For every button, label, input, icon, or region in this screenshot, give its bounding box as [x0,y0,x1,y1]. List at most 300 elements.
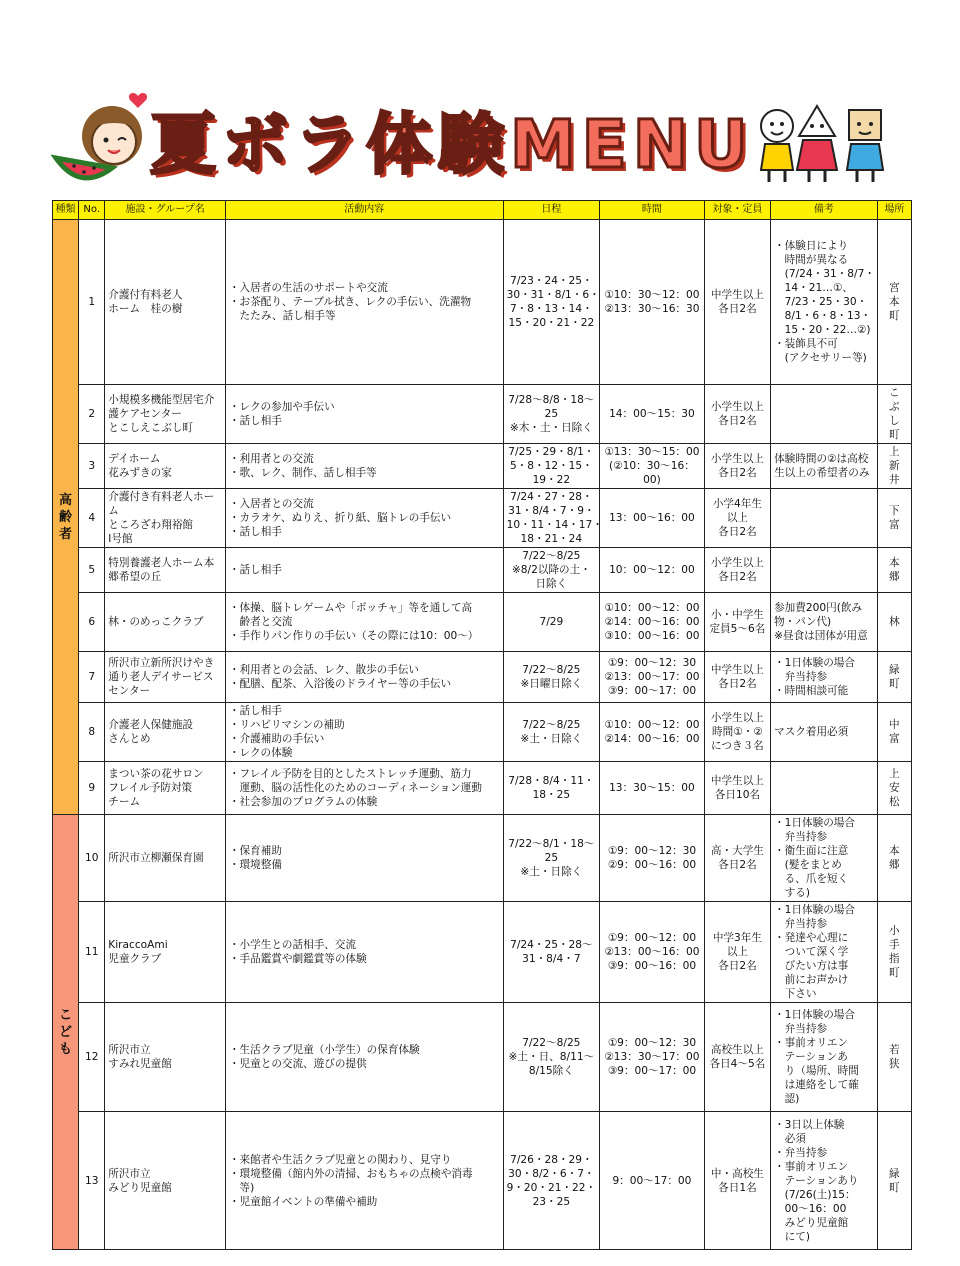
facility-name-line: 介護付き有料老人ホー [108,491,215,503]
time-slots-line: ①9：00～12：30 [607,657,697,669]
notes [771,548,878,593]
time-slots-line: 9：00～17：00 [612,1174,692,1187]
schedule-dates [503,1112,600,1250]
facility-name-line: ム [108,505,119,517]
notes [771,220,878,385]
facility-name [105,489,226,548]
schedule-dates-line: 5・8・12・15・ [509,460,593,472]
activity-content [225,220,503,385]
notes-line: 必須 [774,1132,806,1145]
time-slots-line: ③10：00～16：00 [604,630,700,642]
activity-content [225,548,503,593]
schedule-dates-line: ※日曜日除く [520,678,583,690]
target-capacity-line: 各日1名 [718,1181,757,1194]
target-capacity-line: 定員5～6名 [709,623,766,635]
facility-name-line: Ⅰ号館 [108,533,133,545]
place-label: 若狭 [889,1044,900,1070]
target-capacity-line: 高・大学生 [710,845,764,857]
girl-watermelon-illustration [50,88,160,198]
activity-content-line: ・環境整備 [228,859,282,871]
schedule-dates-line: 25 [544,408,559,420]
notes-line: 体験時間の②は高校 [774,453,869,465]
time-slots-line: ②14：00～16：00 [604,616,700,628]
place-name [877,593,911,652]
time-slots-line: ②13：00～16：00 [604,946,700,958]
activity-content-line: ・来館者や生活クラブ児童との関わり、見守り [228,1153,452,1166]
schedule-dates-line: 7/22～8/1・18～ [508,838,595,850]
row-number: 7 [79,652,105,703]
activity-content [225,385,503,444]
schedule-dates-line: ※木・土・日除く [509,422,593,434]
volunteer-menu-table [52,200,912,1250]
facility-name-line: チーム [108,796,141,808]
notes-line: ・事前オリエン [774,1037,849,1049]
schedule-dates [503,444,600,489]
notes-line: り（場所、時間 [774,1065,859,1077]
notes [771,1003,878,1112]
schedule-dates-line: 9・20・21・22・ [506,1181,597,1194]
notes-line: 認) [774,1093,800,1105]
place-label: 本郷 [889,557,900,583]
target-capacity-line: 中学生以上 [710,664,764,676]
schedule-dates-line: 7/22～8/25 [522,664,581,676]
table-row [53,1112,912,1250]
activity-content-line: ・児童館イベントの準備や補助 [228,1195,378,1208]
facility-name [105,703,226,762]
place-label: 上安松 [889,768,900,808]
target-capacity-line: につき３名 [711,740,764,752]
row-number: 3 [79,444,105,489]
facility-name-line: まつい茶の花サロン [108,768,204,780]
time-slots-line: ③9：00～16：00 [607,960,697,972]
notes-line: ・1日体験の場合 [774,817,855,829]
activity-content [225,652,503,703]
activity-content-line: 等) [228,1181,255,1194]
table-row [53,652,912,703]
target-capacity [704,385,770,444]
facility-name [105,593,226,652]
header-time: 時間 [600,201,705,220]
place-name [877,815,911,902]
time-slots [600,1003,705,1112]
notes-line: びたい方は事 [774,960,849,972]
schedule-dates [503,652,600,703]
table-row [53,220,912,385]
schedule-dates-line: 18・21・24 [520,533,583,545]
schedule-dates-line: ※土・日除く [520,866,583,878]
schedule-dates-line: 30・31・8/1・6・ [506,289,600,301]
time-slots [600,220,705,385]
schedule-dates [503,489,603,548]
notes [771,444,878,489]
schedule-dates-line: 30・8/2・6・7・ [508,1167,595,1180]
activity-content [225,489,503,548]
notes-line: にて) [774,1230,811,1243]
notes-line: みどり児童館 [774,1216,849,1229]
facility-name-line: 児童クラブ [108,953,162,965]
schedule-dates [503,815,600,902]
schedule-dates [503,548,600,593]
schedule-dates-line: 15・20・21・22 [508,317,595,329]
schedule-dates [503,385,600,444]
facility-name-line: 護ケアセンター [108,408,182,420]
place-name [877,489,911,548]
notes [771,385,878,444]
time-slots-line: ②9：00～16：00 [607,859,697,871]
row-number: 11 [79,902,105,1003]
activity-content-line: ・リハビリマシンの補助 [228,719,345,731]
notes-line: マスク着用必須 [774,726,849,738]
facility-name-line: 所沢市立 [108,1044,151,1056]
time-slots-line: ①9：00～12：00 [607,932,697,944]
time-slots [600,444,705,489]
header-target: 対象・定員 [704,201,770,220]
place-label: 上新井 [889,446,900,486]
target-capacity-line: 小学4年生 [712,498,762,510]
target-capacity-line: 小学生以上 [710,557,764,569]
notes-line: 弁当持参 [774,1023,828,1035]
place-name [877,220,911,385]
facility-name-line: すみれ児童館 [108,1058,172,1070]
notes-line: ついて深く学 [774,946,849,958]
notes [771,762,878,815]
notes-line: ・事前オリエン [774,1160,849,1173]
activity-content-line: ・話し相手 [228,415,282,427]
time-slots [600,762,705,815]
notes-line: ・1日体験の場合 [774,657,855,669]
facility-name-line: ところざわ翔裕館 [108,519,194,531]
schedule-dates-line: 7・8・13・14・ [509,303,593,315]
header-place: 場所 [877,201,911,220]
table-row [53,902,912,1003]
notes [771,815,878,902]
facility-name-line: ホーム 桂の樹 [108,303,183,315]
time-slots-line: ②13：30～16：30 [604,303,700,315]
table-row [53,385,912,444]
activity-content-line: ・環境整備（館内外の清掃、おもちゃの点検や消毒 [228,1167,473,1180]
time-slots-line: ②14：00～16：00 [604,733,700,745]
notes [771,593,878,652]
time-slots-line: (②10：30～16： [608,460,695,472]
schedule-dates-line: 7/22～8/25 [522,550,581,562]
time-slots [600,548,705,593]
category-label: こども [59,1007,73,1057]
time-slots-line: ①10：00～12：00 [604,719,700,731]
page-title: 夏ボラ体験MENU [150,106,754,183]
time-slots [600,385,705,444]
activity-content-line: ・手作りパン作りの手伝い（その際には10：00～） [228,630,479,642]
notes-line: ・1日体験の場合 [774,904,855,916]
facility-name-line: デイホーム [108,453,161,465]
facility-name [105,444,226,489]
schedule-dates-line: 31・8/4・7 [522,953,581,965]
activity-content-line: ・児童との交流、遊びの提供 [228,1058,367,1070]
target-capacity-line: 小学生以上 [710,453,764,465]
place-label: 下富 [889,505,900,531]
facility-name [105,902,226,1003]
row-number: 2 [79,385,105,444]
table-header-row [53,201,912,220]
notes-line: 生以上の希望者のみ [774,467,870,479]
place-name [877,1112,911,1250]
place-name [877,548,911,593]
target-capacity [704,703,770,762]
notes [771,1112,878,1250]
target-capacity-line: 各日2名 [718,571,757,583]
schedule-dates-line: 7/24・25・28～ [510,939,593,951]
row-number: 12 [79,1003,105,1112]
facility-name-line: 小規模多機能型居宅介 [108,394,215,406]
schedule-dates-line: 31・8/4・7・9・ [508,505,595,517]
place-name [877,444,911,489]
row-number: 4 [79,489,105,548]
target-capacity [704,902,770,1003]
notes-line: る、爪を短く [774,873,849,885]
category-cell-kids [53,815,79,1250]
target-capacity [704,220,770,385]
header-note: 備考 [771,201,878,220]
time-slots-line: 14：00～15：30 [609,408,695,420]
notes [771,902,878,1003]
mascot-characters-illustration [755,100,895,190]
schedule-dates-line: 7/22～8/25 [522,719,581,731]
schedule-dates-line: ※土・日、8/11～ [508,1051,595,1063]
facility-name-line: 所沢市立柳瀬保育園 [108,852,204,864]
schedule-dates-line: 7/25・29・8/1・ [508,446,595,458]
facility-name [105,815,226,902]
target-capacity [704,762,770,815]
time-slots-line: 13：30～15：00 [609,782,695,794]
notes-line: ・装飾具不可 [774,338,838,350]
schedule-dates [503,1003,600,1112]
notes-line: ・体験日により [774,240,849,252]
activity-content-line: 齢者と交流 [228,616,293,628]
facility-name-line: フレイル予防対策 [108,782,193,794]
activity-content-line: ・歌、レク、制作、話し相手等 [228,467,377,479]
notes-line: ・1日体験の場合 [774,1009,855,1021]
notes [771,652,878,703]
table-row [53,1003,912,1112]
notes-line: 前にお声かけ [774,974,849,986]
facility-name-line: 介護老人保健施設 [108,719,194,731]
target-capacity-line: 小学生以上 [710,712,764,724]
notes [771,489,878,548]
activity-content-line: ・入居者の生活のサポートや交流 [228,282,388,294]
row-number: 9 [79,762,105,815]
time-slots-line: ①10：30～12：00 [604,289,700,301]
place-label: 緑町 [889,664,900,690]
facility-name [105,220,226,385]
row-number: 6 [79,593,105,652]
target-capacity-line: 中学生以上 [710,289,764,301]
activity-content [225,703,503,762]
facility-name-line: 郷希望の丘 [108,571,162,583]
notes-line: (アクセサリー等) [774,352,867,364]
activity-content [225,593,503,652]
schedule-dates-line: ※8/2以降の土・ [511,564,591,576]
target-capacity-line: 各日2名 [718,415,757,427]
activity-content-line: ・介護補助の手伝い [228,733,325,745]
target-capacity-line: 以上 [726,512,748,524]
row-number: 13 [79,1112,105,1250]
row-number: 1 [79,220,105,385]
schedule-dates-line: 7/23・24・25・ [510,275,593,287]
time-slots [600,902,705,1003]
table-row [53,548,912,593]
schedule-dates-line: 8/15除く [528,1065,574,1077]
time-slots-line: ①10：00～12：00 [604,602,700,614]
activity-content-line: ・レクの体験 [228,747,293,759]
place-name [877,762,911,815]
target-capacity-line: 中・高校生 [710,1167,764,1180]
place-label: 緑町 [889,1167,900,1194]
activity-content [225,444,503,489]
target-capacity [704,1112,770,1250]
schedule-dates [503,902,600,1003]
schedule-dates-line: 7/22～8/25 [522,1037,581,1049]
notes-line: ・発達や心理に [774,932,849,944]
schedule-dates-line: 7/24・27・28・ [510,491,593,503]
schedule-dates-line: 7/28・8/4・11・ [508,775,595,787]
target-capacity-line: 各日10名 [714,789,761,801]
notes-line: ・3日以上体験 [774,1118,845,1131]
notes-line: ・弁当持参 [774,1146,828,1159]
time-slots [600,703,705,762]
activity-content-line: ・話し相手 [228,526,282,538]
notes-line: ・衛生面に注意 [774,845,849,857]
place-name [877,385,911,444]
target-capacity [704,548,770,593]
activity-content-line: たたみ、話し相手等 [228,310,336,322]
row-number: 8 [79,703,105,762]
notes-line: 7/23・25・30・ [774,296,868,308]
notes-line: ※昼食は団体が用意 [774,630,868,642]
activity-content-line: ・配膳、配茶、入浴後のドライヤー等の手伝い [228,678,452,690]
notes-line: (7/26(土)15： [774,1188,856,1201]
place-label: 小手指町 [889,925,900,979]
activity-content-line: ・お茶配り、テーブル拭き、レクの手伝い、洗濯物 [228,296,472,308]
notes-line: は連絡をして確 [774,1079,859,1091]
target-capacity-line: 各日2名 [718,859,757,871]
target-capacity-line: 各日4～5名 [709,1058,766,1070]
table-row [53,815,912,902]
facility-name [105,652,226,703]
target-capacity-line: 中学生以上 [710,775,764,787]
time-slots [600,1112,705,1250]
notes-line: 15・20・22…②) [774,324,871,336]
activity-content-line: 運動、脳の活性化のためのコーディネーション運動 [228,782,482,794]
notes-line: ・時間相談可能 [774,685,849,697]
facility-name [105,548,226,593]
activity-content-line: ・生活クラブ児童（小学生）の保育体験 [228,1044,420,1056]
notes-line: する) [774,887,811,899]
place-label: 中富 [889,719,900,745]
header-activity: 活動内容 [225,201,503,220]
time-slots-line: ③9：00～17：00 [607,685,697,697]
notes-line: (髪をまとめ [774,859,842,871]
facility-name-line: 林・のめっこクラブ [108,616,204,628]
target-capacity [704,1003,770,1112]
schedule-dates [503,703,600,762]
target-capacity-line: 小・中学生 [710,609,764,621]
time-slots-line: ③9：00～17：00 [607,1065,697,1077]
target-capacity [704,815,770,902]
activity-content [225,1112,503,1250]
facility-name-line: とこしえこぶし町 [108,422,194,434]
activity-content [225,902,503,1003]
time-slots [600,652,705,703]
target-capacity [704,489,770,548]
notes [771,703,878,762]
header-date: 日程 [503,201,600,220]
facility-name-line: 所沢市立 [108,1167,151,1180]
facility-name-line: 花みずきの家 [108,467,172,479]
target-capacity [704,652,770,703]
schedule-dates-line: 7/26・28・29・ [510,1153,593,1166]
schedule-dates-line: 7/28～8/8・18～ [508,394,595,406]
facility-name-line: さんとめ [108,733,151,745]
schedule-dates-line: 25 [544,852,559,864]
time-slots-line: 00) [643,474,661,486]
activity-content-line: ・社会参加のプログラムの体験 [228,796,378,808]
time-slots-line: ②13：00～17：00 [604,671,700,683]
category-label: 高齢者 [59,492,73,542]
place-name [877,1003,911,1112]
schedule-dates-line: 7/29 [539,616,564,628]
notes-line: 8/1・6・8・13・ [774,310,872,322]
activity-content-line: ・利用者との交流 [228,453,314,465]
notes-line: 参加費200円(飲み [774,602,863,614]
place-label: 林 [889,616,900,628]
notes-line: 00～16：00 [774,1202,847,1215]
notes-line: 弁当持参 [774,918,828,930]
place-label: 本郷 [889,845,900,871]
place-name [877,703,911,762]
time-slots-line: ①9：00～12：30 [607,845,697,857]
schedule-dates-line: 18・25 [532,789,571,801]
activity-content [225,1003,503,1112]
header-number: No. [79,201,105,220]
target-capacity-line: 以上 [726,946,748,958]
row-number: 10 [79,815,105,902]
time-slots [600,815,705,902]
activity-content-line: ・小学生との話相手、交流 [228,939,357,951]
target-capacity [704,444,770,489]
notes-line: 時間が異なる [774,254,849,266]
time-slots [600,489,705,548]
header-facility: 施設・グループ名 [105,201,226,220]
facility-name [105,1112,226,1250]
table-body [53,220,912,1250]
activity-content-line: ・手品鑑賞や劇鑑賞等の体験 [228,953,367,965]
time-slots-line: ①9：00～12：30 [607,1037,697,1049]
activity-content-line: ・カラオケ、ぬりえ、折り紙、脳トレの手伝い [228,512,452,524]
time-slots [600,593,705,652]
target-capacity-line: 各日2名 [718,303,757,315]
time-slots-line: 13：00～16：00 [609,512,695,524]
table-row [53,593,912,652]
activity-content-line: ・入居者との交流 [228,498,314,510]
activity-content-line: ・利用者との会話、レク、散歩の手伝い [228,664,420,676]
activity-content-line: ・レクの参加や手伝い [228,401,335,413]
schedule-dates-line: 日除く [535,578,568,590]
notes-line: 弁当持参 [774,671,828,683]
schedule-dates [503,593,600,652]
facility-name-line: 通り老人デイサービス [108,671,214,683]
time-slots-line: ①13：30～15：00 [604,446,700,458]
schedule-dates-line: ※土・日除く [520,733,583,745]
facility-name-line: 特別養護老人ホーム本 [108,557,215,569]
